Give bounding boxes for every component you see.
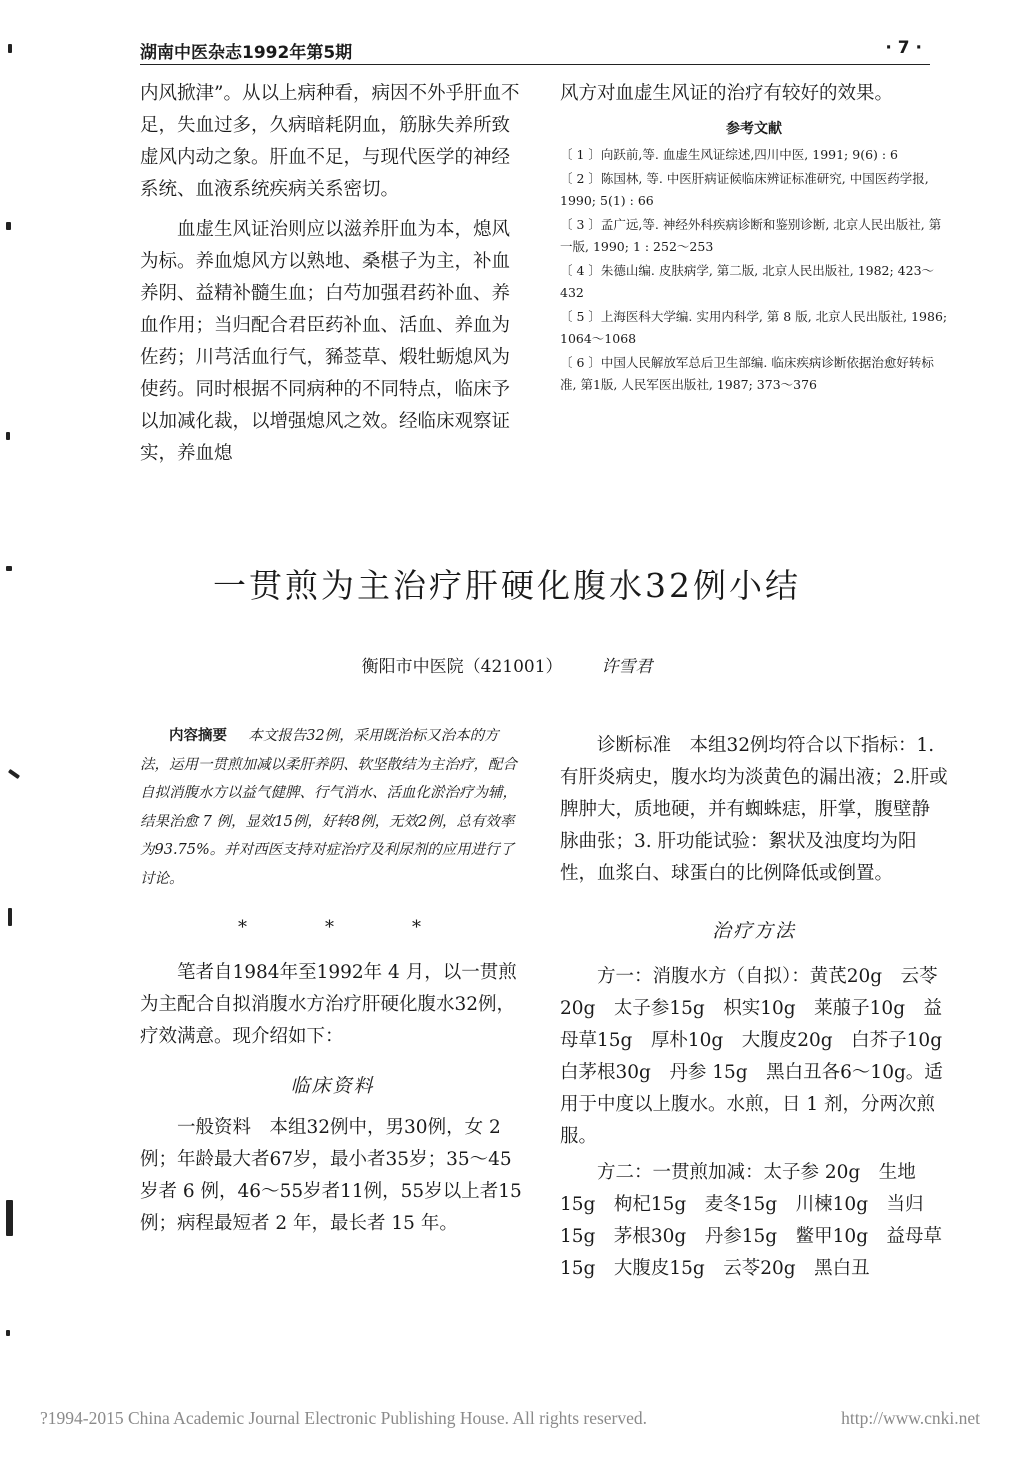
paragraph-conclusion: 风方对血虚生风证的治疗有较好的效果。 (560, 83, 894, 104)
author: 许雪君 (601, 657, 653, 677)
general-data-paragraph: 一般资料 本组32例中，男30例，女 2 例；年龄最大者67岁，最小者35岁；35～45岁者 6 例，46～55岁者11例，55岁以上者15例；病程最短者 2 年，最长者 15 年。 (140, 1117, 522, 1234)
scan-mark (8, 908, 12, 926)
bottom-left-column (140, 722, 525, 1240)
top-left-column (140, 78, 522, 470)
reference-item: 〔 6 〕中国人民解放军总后卫生部编. 临床疾病诊断依据治愈好转标准, 第1版, 人民军医出版社, 1987; 373～376 (560, 355, 934, 392)
section-separator: * * * (238, 917, 427, 938)
scan-mark (8, 44, 12, 53)
abstract (140, 722, 525, 893)
abstract-text: 本文报告32例，采用既治标又治本的方法，运用一贯煎加减以柔肝养阴、软坚散结为主治疗，配合自拟消腹水方以益气健脾、行气消水、活血化淤治疗为辅，结果治愈 7 例，显效15例，好转8例，无效2例，总有效率为93.75%。并对西医支持对症治疗及利尿剂的应用进行了讨论。 (140, 728, 517, 887)
scan-mark (6, 1200, 13, 1236)
footer-url: http://www.cnki.net (841, 1408, 980, 1428)
page-footer (40, 1408, 980, 1429)
diagnosis-paragraph: 诊断标准 本组32例均符合以下指标：1.有肝炎病史，腹水均为淡黄色的漏出液；2.肝或脾肿大，质地硬，并有蜘蛛痣，肝掌，腹壁静脉曲张；3. 肝功能试验：絮状及浊度均为阳性，血浆白、球蛋白的比例降低或倒置。 (560, 735, 948, 884)
reference-item: 〔 1 〕向跃前,等. 血虚生风证综述,四川中医, 1991; 9(6) : 6 (560, 147, 899, 162)
reference-item: 〔 2 〕陈国林, 等. 中医肝病证候临床辨证标准研究, 中国医药学报, 1990; 5(1) : 66 (560, 171, 929, 208)
paragraph-treatment-principle: 血虚生风证治则应以滋养肝血为本，熄风为标。养血熄风方以熟地、桑椹子为主，补血养阴、益精补髓生血；白芍加强君药补血、养血作用；当归配合君臣药补血、活血、养血为佐药；川芎活血行气，豨莶草、煅牡蛎熄风为使药。同时根据不同病种的不同特点，临床予以加减化裁，以增强熄风之效。经临床观察证实，养血熄 (140, 219, 511, 464)
running-header (140, 34, 930, 65)
affiliation: 衡阳市中医院（421001） (361, 657, 563, 677)
scan-mark (6, 566, 12, 571)
journal-name: 湖南中医杂志1992年第5期 (140, 43, 353, 63)
scan-mark (6, 432, 10, 440)
byline (0, 652, 1014, 677)
treatment-heading: 治疗方法 (711, 920, 796, 942)
intro-paragraph: 笔者自1984年至1992年 4 月，以一贯煎为主配合自拟消腹水方治疗肝硬化腹水32例，疗效满意。现介绍如下： (140, 962, 517, 1047)
reference-item: 〔 3 〕孟广远,等. 神经外科疾病诊断和鉴别诊断, 北京人民出版社, 第一版, 1990; 1 : 252～253 (560, 217, 942, 254)
treatment-method-1: 方一：消腹水方（自拟）：黄芪20g 云苓20g 太子参15g 枳实10g 莱菔子10g 益母草15g 厚朴10g 大腹皮20g 白芥子10g 白茅根30g 丹参 15g 黑白丑各6～10g。适用于中度以上腹水。水煎，日 1 剂，分两次煎服。 (560, 966, 961, 1147)
reference-item: 〔 5 〕上海医科大学编. 实用内科学, 第 8 版, 北京人民出版社, 1986; 1064～1068 (560, 309, 948, 346)
paragraph-continued: 内风掀津”。从以上病种看，病因不外乎肝血不足，失血过多，久病暗耗阴血，筋脉失养所致虚风内动之象。肝血不足，与现代医学的神经系统、血液系统疾病关系密切。 (140, 83, 520, 200)
page-number: · 7 · (885, 38, 922, 58)
scan-mark (6, 222, 11, 230)
copyright-text: ?1994-2015 China Academic Journal Electronic Publishing House. All rights reserved. (40, 1408, 648, 1428)
abstract-label: 内容摘要 (169, 728, 227, 744)
treatment-method-2: 方二：一贯煎加减：太子参 20g 生地15g 枸杞15g 麦冬15g 川楝10g 当归15g 茅根30g 丹参15g 鳖甲10g 益母草15g 大腹皮15g 云苓20g 黑白丑 (560, 1162, 943, 1279)
bottom-right-column (560, 730, 961, 1285)
reference-item: 〔 4 〕朱德山编. 皮肤病学, 第二版, 北京人民出版社, 1982; 423～432 (560, 263, 935, 300)
references-heading: 参考文献 (726, 121, 782, 137)
top-right-column (560, 78, 948, 398)
clinical-heading: 临床资料 (290, 1075, 375, 1097)
article-title: 一贯煎为主治疗肝硬化腹水32例小结 (213, 566, 801, 605)
scan-mark (6, 1330, 10, 1336)
scan-mark (8, 769, 20, 779)
